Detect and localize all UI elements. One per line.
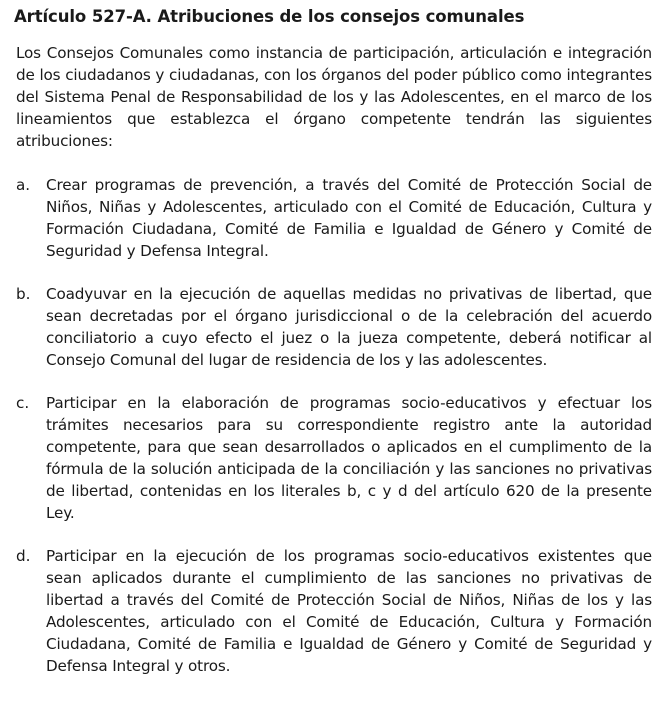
document-page	[14, 6, 652, 698]
list-item-b	[14, 283, 652, 371]
attributions-list	[14, 174, 652, 677]
list-item-letter: a.	[16, 176, 31, 194]
list-item-a	[14, 174, 652, 262]
list-item-letter: d.	[16, 547, 31, 565]
article-intro-paragraph: Los Consejos Comunales como instancia de participación, articulación e integración de los ciudadanos y ciudadanas, con los órganos del poder público como integrantes del Sistema Penal de Responsabilidad de los y las Adolescentes, en el marco de los lineamientos que establezca el órgano competente tendrán las siguientes atribuciones:	[16, 44, 652, 150]
article-title: Artículo 527-A. Atribuciones de los consejos comunales	[14, 7, 525, 26]
list-item-letter: c.	[16, 394, 30, 412]
list-item-c	[14, 392, 652, 524]
list-item-text: Participar en la ejecución de los programas socio-educativos existentes que sean aplicados durante el cumplimiento de las sanciones no privativas de libertad a través del Comité de Protección Social de Niños, Niñas de los y las Adolescentes, articulado con el Comité de Educación, Cultura y Formación Ciudadana, Comité de Familia e Igualdad de Género y Comité de Seguridad y Defensa Integral y otros.	[46, 547, 652, 675]
list-item-text: Participar en la elaboración de programas socio-educativos y efectuar los trámites necesarios para su correspondiente registro ante la autoridad competente, para que sean desarrollados o aplicados en el cumplimento de la fórmula de la solución anticipada de la conciliación y las sanciones no privativas de libertad, contenidas en los literales b, c y d del artículo 620 de la presente Ley.	[46, 394, 652, 522]
list-item-text: Coadyuvar en la ejecución de aquellas medidas no privativas de libertad, que sean decretadas por el órgano jurisdiccional o de la celebración del acuerdo conciliatorio a cuyo efecto el juez o la jueza competente, deberá notificar al Consejo Comunal del lugar de residencia de los y las adolescentes.	[46, 285, 652, 369]
list-item-letter: b.	[16, 285, 31, 303]
list-item-text: Crear programas de prevención, a través del Comité de Protección Social de Niños, Niñas y Adolescentes, articulado con el Comité de Educación, Cultura y Formación Ciudadana, Comité de Familia e Igualdad de Género y Comité de Seguridad y Defensa Integral.	[46, 176, 652, 260]
list-item-d	[14, 545, 652, 677]
